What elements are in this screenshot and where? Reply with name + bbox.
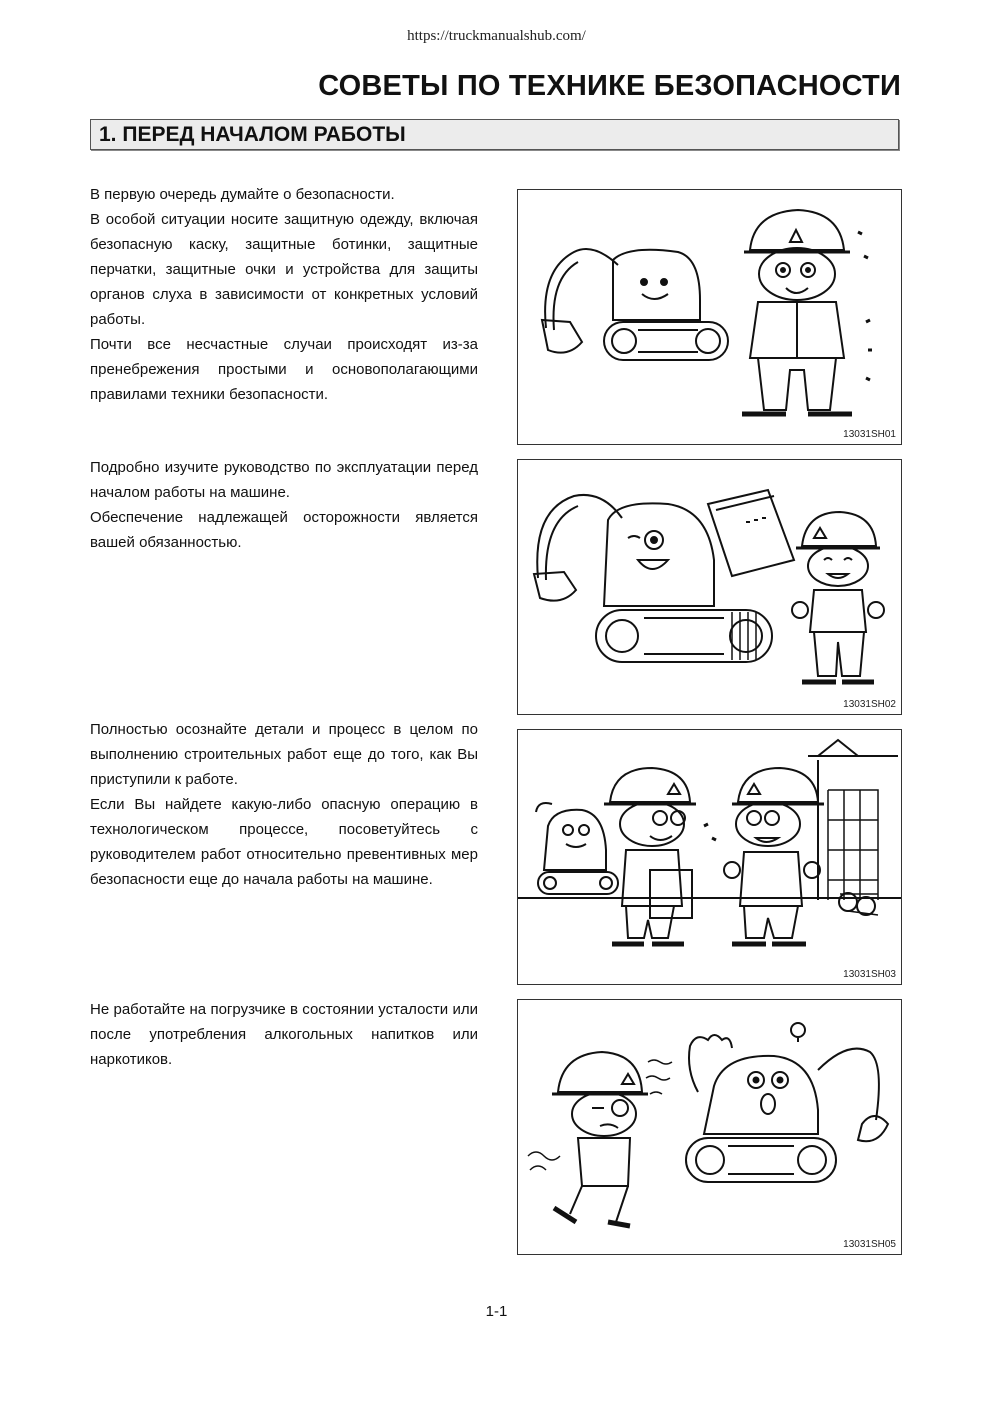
block-4-text [90, 997, 478, 1072]
block-1-text [90, 182, 478, 407]
figure-code-1: 13031SH01 [843, 429, 896, 440]
figure-code-2: 13031SH02 [843, 699, 896, 710]
figure-code-3: 13031SH03 [843, 969, 896, 980]
tired-worker-illustration [518, 1000, 901, 1254]
block-1-paragraph-3: Почти все несчастные случаи происходят из-за пренебрежения простыми и основополагающими правилами техники безопасности. [90, 336, 478, 403]
illustration-1 [517, 189, 902, 445]
page-number: 1-1 [485, 1303, 508, 1320]
excavator-with-manual-illustration [518, 460, 901, 714]
block-2-paragraph-1: Подробно изучите руководство по эксплуатации перед началом работы на машине. [90, 459, 478, 501]
block-1-paragraph-1: В первую очередь думайте о безопасности. [90, 186, 395, 203]
block-2-text [90, 455, 478, 555]
illustration-2 [517, 459, 902, 715]
figure-code-4: 13031SH05 [843, 1239, 896, 1250]
excavator-and-worker-illustration [518, 190, 901, 444]
source-url: https://truckmanualshub.com/ [407, 28, 586, 44]
block-4-paragraph-1: Не работайте на погрузчике в состоянии усталости или после употребления алкогольных напитков или наркотиков. [90, 1001, 478, 1068]
section-heading: 1. ПЕРЕД НАЧАЛОМ РАБОТЫ [99, 123, 406, 146]
page-title: СОВЕТЫ ПО ТЕХНИКЕ БЕЗОПАСНОСТИ [318, 70, 901, 102]
block-1-paragraph-2: В особой ситуации носите защитную одежду, включая безопасную каску, защитные ботинки, защитные перчатки, защитные очки и устройства для защиты органов слуха в зависимости от конкретных условий работы. [90, 211, 478, 328]
section-heading-bar [90, 119, 899, 150]
block-3-text [90, 717, 478, 892]
block-3-paragraph-2: Если Вы найдете какую-либо опасную операцию в технологическом процессе, посоветуйтесь с руководителем работ относительно превентивных мер безопасности еще до начала работы на машине. [90, 796, 478, 888]
block-3-paragraph-1: Полностью осознайте детали и процесс в целом по выполнению строительных работ еще до того, как Вы приступили к работе. [90, 721, 478, 788]
workers-consulting-illustration [518, 730, 901, 984]
illustration-4 [517, 999, 902, 1255]
illustration-3 [517, 729, 902, 985]
block-2-paragraph-2: Обеспечение надлежащей осторожности является вашей обязанностью. [90, 509, 478, 551]
